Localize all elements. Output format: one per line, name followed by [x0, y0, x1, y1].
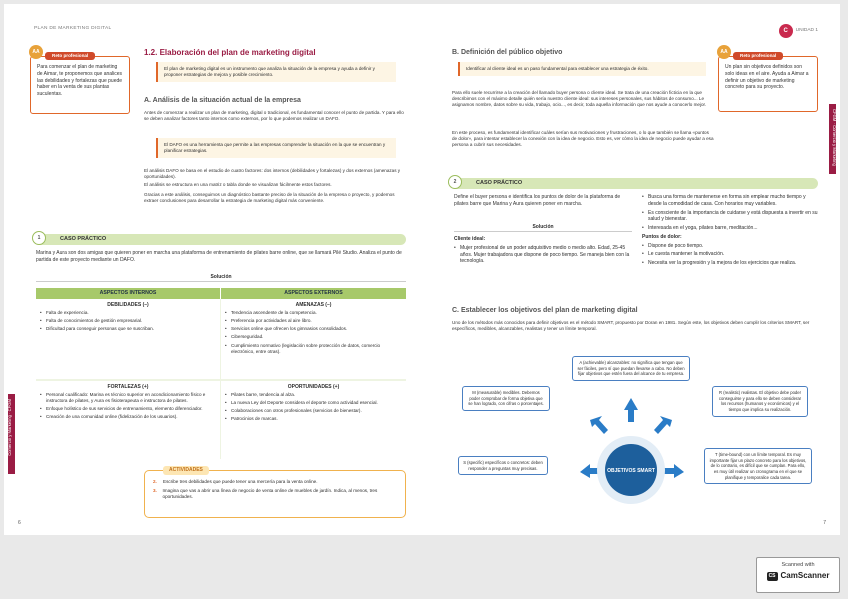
paragraph-3: El análisis se estructura en una matriz o tabla donde se visualizan fácilmente estos factores. [144, 182, 332, 187]
scanner-brand [757, 571, 839, 582]
caso-number: 2 [448, 175, 462, 189]
amenazas-list [225, 310, 402, 355]
caso-col-2 [642, 194, 818, 269]
left-page [4, 4, 422, 535]
list-item: • Preferencia por actividades al aire libro. [225, 318, 402, 324]
subsection-a-title: A. Análisis de la situación actual de la empresa [144, 97, 301, 104]
amenazas-title: AMENAZAS (–) [295, 302, 332, 309]
actividad-text: Imagina que vas a abrir una línea de negocio de venta online de muebles de jardín. Indica, al menos, tres oportunidades. [162, 488, 378, 500]
smart-t-box: T (time-bound) con un límite temporal. Es muy importante fijar un plazo concreto para los objetivos, de lo contrario, es difícil que se cumplan. Para ello, es muy útil realizar un cronograma en el que se planifique y temporalice cada tarea. [704, 448, 812, 484]
solucion-label: Solución [454, 224, 632, 232]
camscanner-logo-icon: CS [768, 573, 776, 580]
reto-text: Para comenzar el plan de marketing de Aimar, te proponemos que analices las debilidades y fortalezas que puede haber en la venta de sus plantas suculentas. [37, 64, 123, 97]
definition-box [156, 62, 396, 82]
list-item: • Interesada en el yoga, pilates barre, meditación... [642, 225, 818, 232]
reto-profesional-box [30, 49, 130, 114]
right-page [422, 4, 840, 535]
actividades-box [144, 467, 406, 518]
fortalezas-list [40, 392, 216, 421]
dafo-row-1 [36, 299, 406, 379]
side-label: Comercio y Marketing · CFGM [7, 399, 12, 456]
cliente-title: Cliente ideal: [454, 236, 486, 242]
smart-m-box: M (measurable) medibles. Debemos poder comprobar de forma objetiva que se han logrado, con cifras o porcentajes. [462, 386, 550, 411]
arrow-upright-icon [654, 416, 672, 434]
paragraph-1: Antes de comenzar a realizar un plan de marketing, digital o tradicional, es fundamental conocer el punto de partida. Y para ello se deben analizar factores tanto internos como externos, por lo que podemos realizar un DAFO. [144, 110, 404, 122]
dolor-list [642, 243, 818, 267]
smart-a-box: A (achievable) alcanzables: no significa que tengan que ser fáciles, pero sí que puedan llevarse a cabo. No deben fijar objetivos que estén fuera del alcance de tu empresa. [572, 356, 690, 381]
list-item: • La nueva Ley del Deporte considera el deporte como actividad esencial. [225, 400, 402, 406]
dafo-header-row [36, 288, 406, 299]
list-item: • Creación de una comunidad online (fidelización de los usuarios). [40, 414, 216, 420]
dolor-title: Puntos de dolor: [642, 233, 682, 240]
list-item: • Ciberseguridad. [225, 334, 402, 340]
list-item: • Tendencia ascendente de la competencia. [225, 310, 402, 316]
list-item: • Mujer profesional de un poder adquisitivo medio o medio alto. Edad, 25-45 años. Mujer trabajadora que dispone de poco tiempo. Se maneja bien con la tecnología. [454, 245, 632, 265]
dafo-table [36, 288, 406, 459]
unit-label: UNIDAD 1 [795, 27, 818, 33]
page-number: 7 [823, 520, 826, 527]
arrow-upleft-icon [590, 416, 608, 434]
paragraph-4: Gracias a este análisis, conseguimos un diagnóstico bastante preciso de la situación de la empresa o proyecto, y podemos extraer conclusiones para desarrollar la estrategia de marketing digital más conveniente. [144, 192, 395, 204]
oportunidades-title: OPORTUNIDADES (+) [287, 384, 340, 391]
paragraph-b2: En este proceso, es fundamental identificar cuáles serían sus motivaciones y frustraciones, o lo que también se llama «puntos de dolor», para intentar establecer la conexión con la idea de negocio. Esto es, ver cómo la idea de negocio puede ayudar a esa persona a cubrir sus necesidades. [452, 130, 714, 148]
caso-text: Define el buyer persona e identifica los puntos de dolor de la plataforma de pilates barre que Marina y Aura quieren poner en marcha. [454, 194, 621, 207]
oportunidades-list [225, 392, 402, 423]
list-item: • Necesita ver la progresión y la mejora de los ejercicios que realiza. [642, 260, 818, 267]
list-item: • Falta de experiencia. [40, 310, 216, 316]
arrow-up-icon [624, 398, 638, 422]
list-item: • Busca una forma de mantenerse en forma sin emplear mucho tiempo y desde la comodidad de casa. Con horarios muy variables. [642, 194, 818, 208]
reto-tag: Reto profesional [45, 52, 95, 60]
subsection-c-title: C. Establecer los objetivos del plan de marketing digital [452, 307, 638, 314]
smart-s-box: S (specific) específicos o concretos: deben responder a preguntas muy precisas. [458, 456, 548, 475]
list-item: • Dispone de poco tiempo. [642, 243, 818, 250]
list-item: • Colaboraciones con otros profesionales (servicios de bienestar). [225, 408, 402, 414]
caso-practico-header [452, 178, 818, 189]
actividad-text: Escribe tres debilidades que puede tener una mercería para la venta online. [163, 479, 318, 484]
actividad-item [153, 488, 397, 500]
list-item: • Cumplimiento normativo (legislación sobre protección de datos, comercio electrónico, entre otras). [225, 343, 402, 355]
camscanner-watermark [756, 557, 840, 593]
debilidades-list [40, 310, 216, 333]
page-number: 6 [18, 520, 21, 527]
list-item: • Le cuesta mantener la motivación. [642, 251, 818, 258]
list-item: • Servicios online que ofrecen los gimnasios consolidados. [225, 326, 402, 332]
definition-text: El plan de marketing digital es un instrumento que analiza la situación de la empresa y ayuda a definir y proponer estrategias de mejora y posible crecimiento. [164, 66, 375, 78]
paragraph-b1: Para ello suele recurrirse a la creación del llamado buyer persona o cliente ideal. Se trata de una creación ficticia en la que describimos con el máximo detalle quién sería nuestro cliente ideal: sus intereses personales, sus hábitos de consumo... Le asignamos nombre, datos sobre su vida, trabajo, ocio..., es decir, toda aquella información que nos ayude a conocerlo mejor. [452, 90, 707, 108]
actividades-tag: ACTIVIDADES [163, 466, 209, 475]
side-label: CFGM · Comercio y Marketing [832, 109, 837, 166]
actividad-number: 2. [153, 479, 157, 484]
reto-text: Un plan sin objetivos definidos son solo ideas en el aire. Ayuda a Aimar a definir un objetivo de marketing concreto para su proyecto. [725, 64, 809, 91]
unit-header [779, 24, 818, 38]
list-item: • Personal cualificado: Marina es técnico superior en acondicionamiento físico e instructora de pilates, y Aura es fisioterapeuta e instructora de pilates. [40, 392, 216, 404]
unit-logo-icon: C [779, 24, 793, 38]
header-externos: ASPECTOS EXTERNOS [221, 288, 406, 299]
cliente-ideal-block [454, 236, 632, 267]
list-item: • Patrocinios de marcas. [225, 416, 402, 422]
dafo-definition-text: El DAFO es una herramienta que permite a las empresas comprender la situación en la que se encuentran y planificar estrategias. [164, 142, 386, 154]
caso-title: CASO PRÁCTICO [476, 180, 523, 186]
actividad-number: 3. [153, 488, 157, 494]
caso-title: CASO PRÁCTICO [60, 236, 107, 242]
cliente-list [454, 245, 632, 265]
reto-profesional-box [718, 49, 818, 112]
reto-tag: Reto profesional [733, 52, 783, 60]
reto-icon: AA [717, 45, 731, 59]
oportunidades-cell [221, 381, 406, 459]
scanner-line2: CamScanner [780, 571, 830, 581]
paragraph-2: El análisis DAFO se basa en el estudio de cuatro factores: dos internos (debilidades y fortalezas) y dos externos (amenazas y oportunidades). [144, 168, 401, 180]
smart-r-box: R (realistic) realistas. El objetivo debe poder conseguirse y para ello se deben considerar los recursos (humanos y económicos) y el tiempo que implica su realización. [712, 386, 808, 417]
caso-text: Marina y Aura son dos amigas que quieren poner en marcha una plataforma de entrenamiento de pilates barre online, que se llamará Pilé Studio. Analiza el punto de partida de este proyecto mediante un DAFO. [36, 250, 402, 263]
amenazas-cell [221, 299, 406, 379]
caso-number: 1 [32, 231, 46, 245]
fortalezas-title: FORTALEZAS (+) [107, 384, 149, 391]
caso-practico-header [36, 234, 406, 245]
smart-center-label: OBJETIVOS SMART [607, 468, 655, 474]
debilidades-cell [36, 299, 221, 379]
dafo-definition-box [156, 138, 396, 158]
list-item: • Es consciente de la importancia de cuidarse y está dispuesta a invertir en su salud y bienestar. [642, 210, 818, 224]
debilidades-title: DEBILIDADES (–) [107, 302, 149, 309]
arrow-right-icon [662, 464, 684, 478]
subsection-b-title: B. Definición del público objetivo [452, 49, 563, 56]
fortalezas-cell [36, 381, 221, 459]
actividad-item [153, 479, 397, 485]
paragraph-c: Uno de los métodos más conocidos para definir objetivos es el método SMART, propuesto por Doran en 1981. Según este, los objetivos deben cumplir los criterios SMART, ser específicos, medibles, alcanzables, realistas y tener un límite temporal. [452, 320, 810, 332]
definition-b-text: Identificar al cliente ideal es un paso fundamental para establecer una estrategia de éxito. [466, 66, 649, 71]
definition-box-b [458, 62, 706, 76]
running-header: PLAN DE MARKETING DIGITAL [34, 26, 112, 31]
section-title: 1.2. Elaboración del plan de marketing digital [144, 48, 316, 57]
book-spread [4, 4, 840, 535]
dafo-row-2 [36, 381, 406, 459]
header-internos: ASPECTOS INTERNOS [36, 288, 221, 299]
cliente-list-2 [642, 194, 818, 232]
scanner-line1: Scanned with [781, 562, 815, 568]
reto-icon: AA [29, 45, 43, 59]
solucion-label: Solución [36, 274, 406, 282]
list-item: • Pilates barre, tendencia al alza. [225, 392, 402, 398]
list-item: • Enfoque holístico de sus servicios de entrenamiento, elemento diferenciador. [40, 406, 216, 412]
list-item: • Dificultad para conseguir personas que se suscriban. [40, 326, 216, 332]
list-item: • Falta de conocimientos de gestión empresarial. [40, 318, 216, 324]
